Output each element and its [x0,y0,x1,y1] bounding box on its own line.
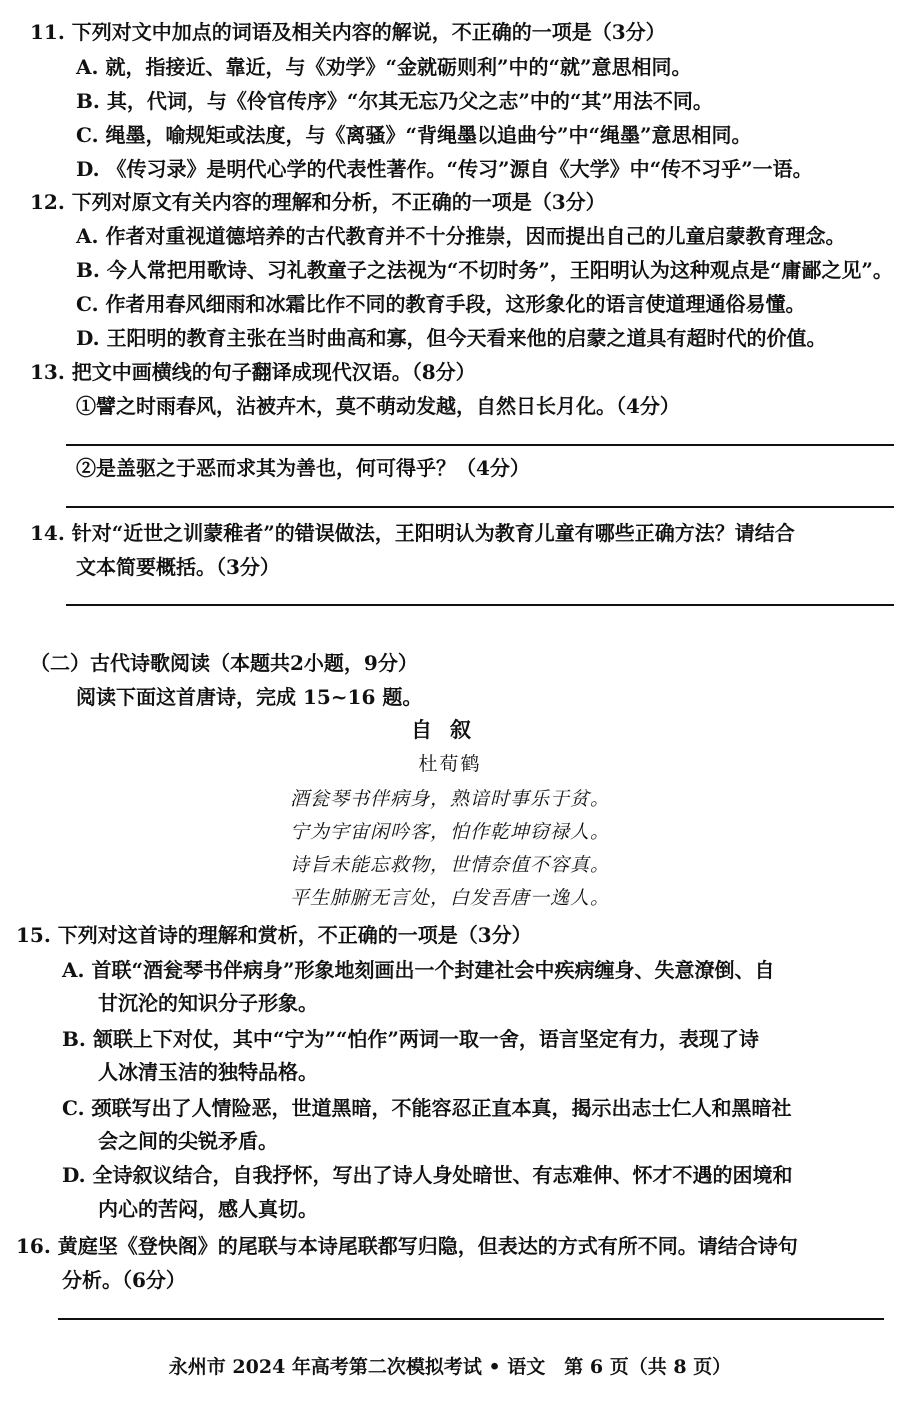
q15-option-a-line-1: A. 首联“酒瓮琴书伴病身”形象地刻画出一个封建社会中疾病缠身、失意潦倒、自 [62,958,775,982]
q12-stem: 12. 下列对原文有关内容的理解和分析，不正确的一项是（3分） [30,190,606,214]
q11-option-d: D. 《传习录》是明代心学的代表性著作。“传习”源自《大学》中“传不习乎”一语。 [76,157,813,181]
poem-title: 自叙 [411,717,489,742]
answer-line-q14 [66,604,894,606]
q15-option-d-line-2: 内心的苦闷，感人真切。 [98,1197,318,1221]
q15-option-b-line-2: 人冰清玉洁的独特品格。 [98,1060,318,1084]
q11-option-b: B. 其，代词，与《伶官传序》“尔其无忘乃父之志”中的“其”用法不同。 [76,89,713,113]
q15-stem: 15. 下列对这首诗的理解和赏析，不正确的一项是（3分） [16,923,532,947]
poem-line-1: 酒瓮琴书伴病身，熟谙时事乐于贫。 [289,788,610,810]
page-footer: 永州市 2024 年高考第二次模拟考试 • 语文 第 6 页（共 8 页） [168,1356,732,1378]
section-heading: （二）古代诗歌阅读（本题共2小题，9分） [30,651,418,675]
q15-option-c-line-2: 会之间的尖锐矛盾。 [98,1129,278,1153]
q16-line-1: 16. 黄庭坚《登快阁》的尾联与本诗尾联都写归隐，但表达的方式有所不同。请结合诗句 [16,1234,798,1258]
q12-option-b: B. 今人常把用歌诗、习礼教童子之法视为“不切时务”，王阳明认为这种观点是“庸鄙之见”。 [76,258,893,282]
q13-sentence-2: ②是盖驱之于恶而求其为善也，何可得乎？（4分） [76,456,530,480]
section-instruction: 阅读下面这首唐诗，完成 15~16 题。 [76,685,423,709]
q14-line-1: 14. 针对“近世之训蒙稚者”的错误做法，王阳明认为教育儿童有哪些正确方法？请结合 [30,521,795,545]
q11-option-c: C. 绳墨，喻规矩或法度，与《离骚》“背绳墨以追曲兮”中“绳墨”意思相同。 [76,123,752,147]
q15-option-b-line-1: B. 颔联上下对仗，其中“宁为”“怕作”两词一取一舍，语言坚定有力，表现了诗 [62,1027,759,1051]
q14-line-2: 文本简要概括。（3分） [76,555,280,579]
q11-option-a: A. 就，指接近、靠近，与《劝学》“金就砺则利”中的“就”意思相同。 [76,55,692,79]
poem-line-2: 宁为宇宙闲吟客，怕作乾坤窃禄人。 [289,821,610,843]
answer-line-q13-2 [66,506,894,508]
answer-line-q16 [58,1318,884,1320]
q15-option-a-line-2: 甘沉沦的知识分子形象。 [98,991,318,1015]
q11-stem: 11. 下列对文中加点的词语及相关内容的解说，不正确的一项是（3分） [30,20,666,44]
q15-option-d-line-1: D. 全诗叙议结合，自我抒怀，写出了诗人身处暗世、有志难伸、怀才不遇的困境和 [62,1163,793,1187]
q15-option-c-line-1: C. 颈联写出了人情险恶，世道黑暗，不能容忍正直本真，揭示出志士仁人和黑暗社 [62,1096,792,1120]
q16-line-2: 分析。（6分） [62,1268,186,1292]
q13-sentence-1: ①譬之时雨春风，沾被卉木，莫不萌动发越，自然日长月化。（4分） [76,394,680,418]
q12-option-d: D. 王阳明的教育主张在当时曲高和寡，但今天看来他的启蒙之道具有超时代的价值。 [76,326,827,350]
q12-option-a: A. 作者对重视道德培养的古代教育并不十分推崇，因而提出自己的儿童启蒙教育理念。 [76,224,846,248]
poem-line-4: 平生肺腑无言处，白发吾唐一逸人。 [289,887,610,909]
q12-option-c: C. 作者用春风细雨和冰霜比作不同的教育手段，这形象化的语言使道理通俗易懂。 [76,292,806,316]
q13-stem: 13. 把文中画横线的句子翻译成现代汉语。（8分） [30,360,476,384]
poem-line-3: 诗旨未能忘救物，世情奈值不容真。 [289,854,610,876]
poem-author: 杜荀鹤 [418,753,482,775]
answer-line-q13-1 [66,444,894,446]
